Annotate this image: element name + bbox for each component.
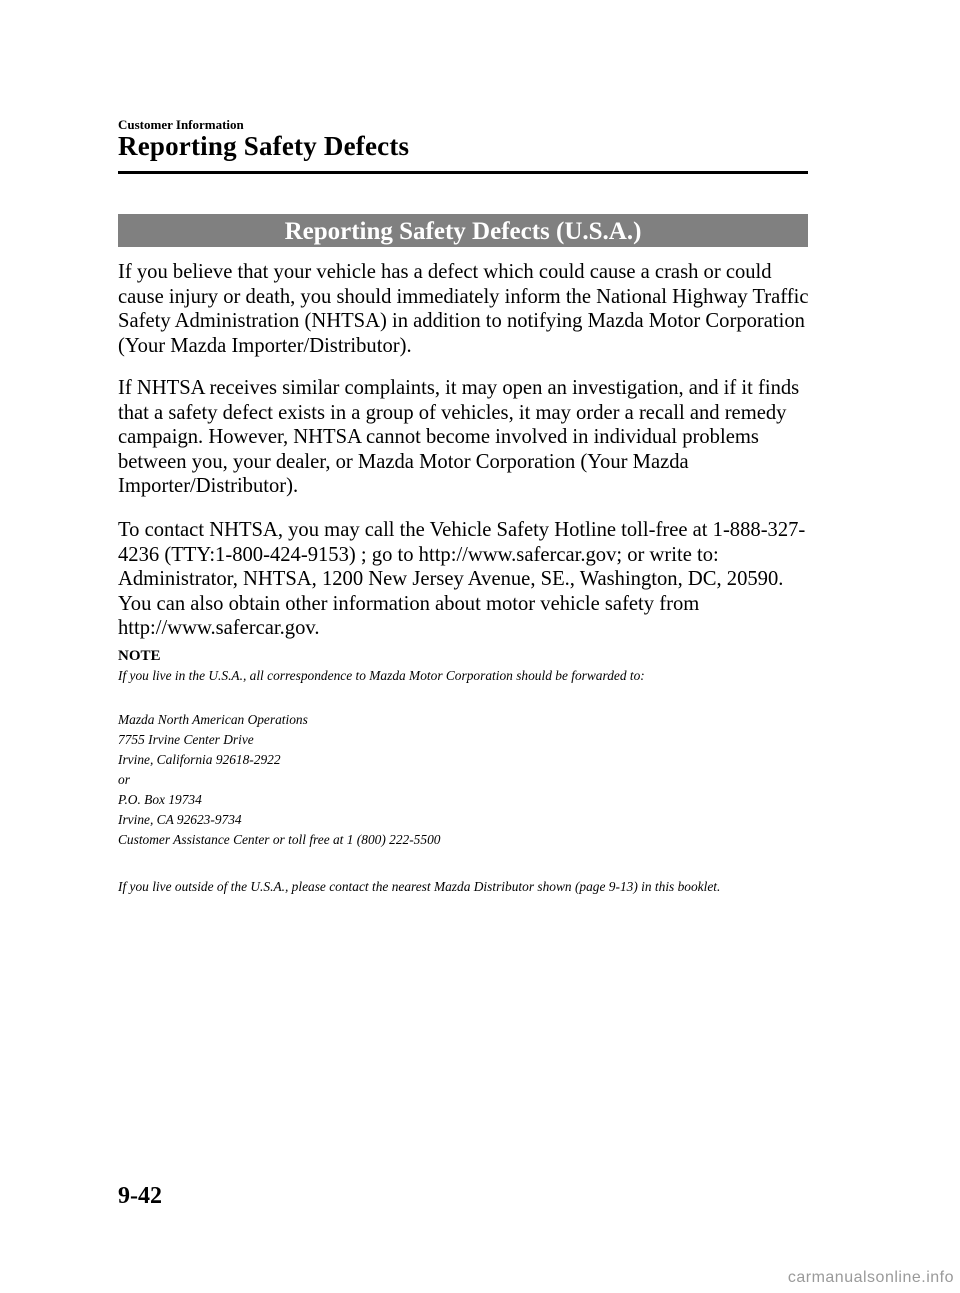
address-line: 7755 Irvine Center Drive — [118, 732, 254, 747]
body-paragraph-2: If NHTSA receives similar complaints, it may open an investigation, and if it finds that a safety defect exists in a group of vehicles, it may order a recall and remedy campaign. However, NHTSA cannot become involved in individual problems between you, your dealer, or Mazda Motor Corporation (Your Mazda Importer/Distributor). — [118, 377, 800, 497]
body-paragraph-3: To contact NHTSA, you may call the Vehicle Safety Hotline toll-free at 1-888-327-4236 (TTY:1-800-424-9153) ; go to http://www.safercar.gov; or write to: Administrator, NHTSA, 1200 New Jersey Avenue, SE., Washington, DC, 20590. You can also obtain other information about motor vehicle safety from http://www.safercar.gov. — [118, 519, 806, 639]
body-paragraph-1: If you believe that your vehicle has a defect which could cause a crash or could cause injury or death, you should immediately inform the National Highway Traffic Safety Administration (NHTSA) in addition to notifying Mazda Motor Corporation (Your Mazda Importer/Distributor). — [118, 261, 809, 357]
note-outro: If you live outside of the U.S.A., please contact the nearest Mazda Distributor shown (page 9-13) in this booklet. — [118, 879, 721, 894]
note-intro: If you live in the U.S.A., all correspondence to Mazda Motor Corporation should be forwarded to: — [118, 668, 645, 683]
address-line: P.O. Box 19734 — [118, 792, 202, 807]
header-divider — [118, 171, 808, 174]
section-label: Customer Information — [118, 117, 244, 132]
address-line: or — [118, 772, 130, 787]
address-line: Irvine, CA 92623-9734 — [118, 812, 242, 827]
note-address-block — [118, 710, 818, 850]
watermark: carmanualsonline.info — [787, 1269, 954, 1286]
note-label: NOTE — [118, 648, 161, 664]
address-line: Customer Assistance Center or toll free at 1 (800) 222-5500 — [118, 832, 441, 847]
page-number: 9-42 — [118, 1183, 162, 1209]
page-title: Reporting Safety Defects — [118, 131, 410, 161]
address-line: Mazda North American Operations — [118, 712, 308, 727]
section-banner: Reporting Safety Defects (U.S.A.) — [118, 214, 808, 247]
address-line: Irvine, California 92618-2922 — [118, 752, 281, 767]
